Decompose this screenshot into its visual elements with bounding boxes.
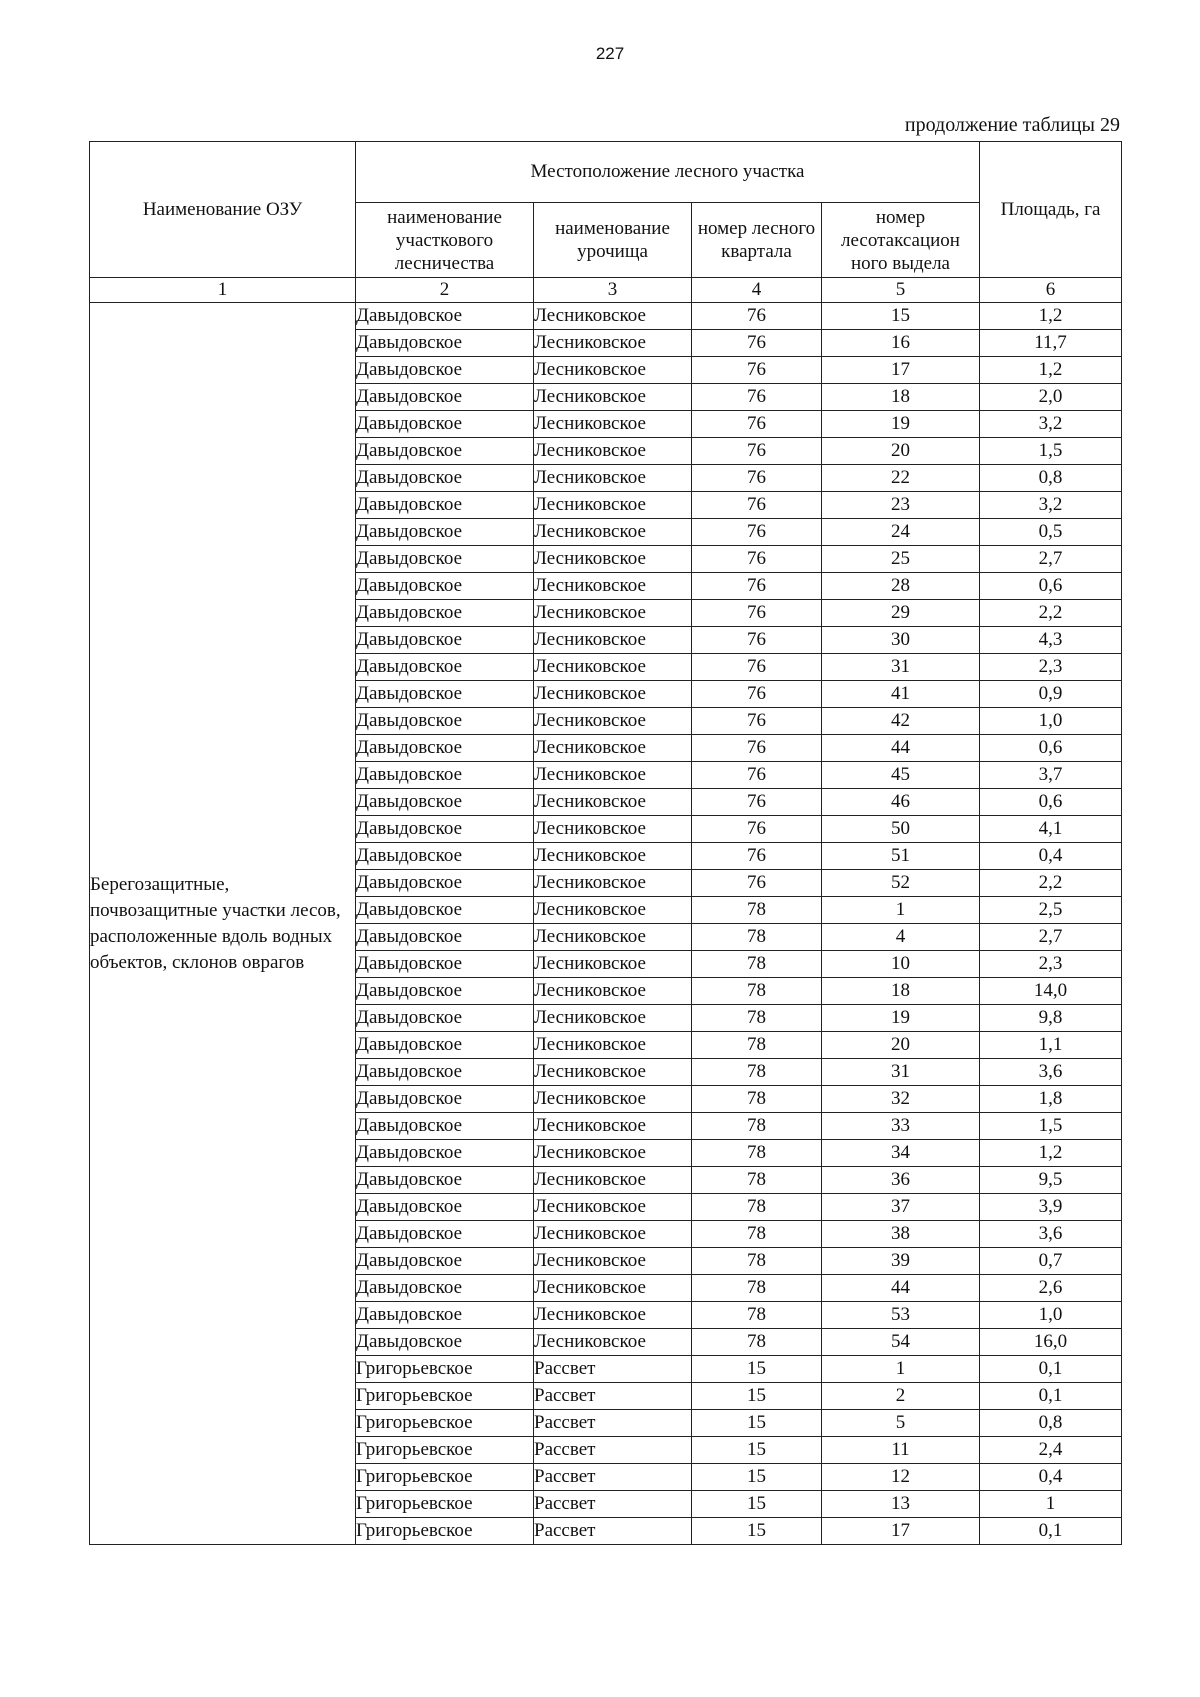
forestry-cell: Давыдовское <box>356 438 534 465</box>
quarter-cell: 76 <box>692 789 822 816</box>
quarter-cell: 78 <box>692 1248 822 1275</box>
subcompartment-cell: 32 <box>822 1086 980 1113</box>
area-cell: 0,6 <box>980 789 1122 816</box>
quarter-cell: 15 <box>692 1518 822 1545</box>
quarter-cell: 76 <box>692 627 822 654</box>
forestry-cell: Давыдовское <box>356 924 534 951</box>
subcompartment-cell: 1 <box>822 1356 980 1383</box>
forestry-cell: Давыдовское <box>356 1194 534 1221</box>
subcompartment-cell: 44 <box>822 1275 980 1302</box>
forestry-cell: Давыдовское <box>356 735 534 762</box>
subcompartment-cell: 18 <box>822 384 980 411</box>
table-body <box>90 303 1122 1545</box>
subcompartment-cell: 50 <box>822 816 980 843</box>
subcompartment-cell: 22 <box>822 465 980 492</box>
subcompartment-cell: 19 <box>822 1005 980 1032</box>
area-cell: 0,1 <box>980 1356 1122 1383</box>
quarter-cell: 78 <box>692 951 822 978</box>
forestry-cell: Давыдовское <box>356 654 534 681</box>
column-number: 2 <box>356 278 534 303</box>
tract-cell: Лесниковское <box>534 573 692 600</box>
forestry-cell: Давыдовское <box>356 951 534 978</box>
subcompartment-cell: 24 <box>822 519 980 546</box>
tract-cell: Рассвет <box>534 1410 692 1437</box>
quarter-cell: 76 <box>692 735 822 762</box>
forestry-cell: Давыдовское <box>356 330 534 357</box>
quarter-cell: 76 <box>692 438 822 465</box>
area-cell: 4,1 <box>980 816 1122 843</box>
forestry-cell: Давыдовское <box>356 681 534 708</box>
tract-cell: Лесниковское <box>534 1032 692 1059</box>
area-cell: 1,0 <box>980 1302 1122 1329</box>
area-cell: 3,9 <box>980 1194 1122 1221</box>
tract-cell: Лесниковское <box>534 1329 692 1356</box>
forestry-cell: Давыдовское <box>356 1248 534 1275</box>
forestry-cell: Давыдовское <box>356 573 534 600</box>
subcompartment-cell: 5 <box>822 1410 980 1437</box>
area-cell: 1,8 <box>980 1086 1122 1113</box>
quarter-cell: 76 <box>692 519 822 546</box>
subcompartment-cell: 34 <box>822 1140 980 1167</box>
forestry-cell: Давыдовское <box>356 303 534 330</box>
forestry-cell: Григорьевское <box>356 1464 534 1491</box>
quarter-cell: 78 <box>692 1140 822 1167</box>
subcompartment-cell: 54 <box>822 1329 980 1356</box>
quarter-cell: 76 <box>692 492 822 519</box>
area-cell: 14,0 <box>980 978 1122 1005</box>
area-cell: 2,3 <box>980 951 1122 978</box>
tract-cell: Лесниковское <box>534 330 692 357</box>
quarter-cell: 15 <box>692 1383 822 1410</box>
tract-cell: Лесниковское <box>534 1221 692 1248</box>
area-cell: 0,6 <box>980 735 1122 762</box>
tract-cell: Лесниковское <box>534 1275 692 1302</box>
area-cell: 1,5 <box>980 438 1122 465</box>
tract-cell: Лесниковское <box>534 465 692 492</box>
forestry-cell: Давыдовское <box>356 1329 534 1356</box>
quarter-cell: 15 <box>692 1356 822 1383</box>
table-row <box>90 303 1122 330</box>
quarter-cell: 78 <box>692 1005 822 1032</box>
quarter-cell: 76 <box>692 330 822 357</box>
quarter-cell: 76 <box>692 708 822 735</box>
area-cell: 11,7 <box>980 330 1122 357</box>
forestry-cell: Григорьевское <box>356 1518 534 1545</box>
header-subcompartment: номер лесотаксацион ного выдела <box>822 203 980 278</box>
subcompartment-cell: 31 <box>822 654 980 681</box>
area-cell: 2,2 <box>980 600 1122 627</box>
area-cell: 2,6 <box>980 1275 1122 1302</box>
forestry-cell: Давыдовское <box>356 1167 534 1194</box>
forestry-cell: Давыдовское <box>356 1059 534 1086</box>
subcompartment-cell: 25 <box>822 546 980 573</box>
header-location-group: Местоположение лесного участка <box>356 142 980 203</box>
forestry-cell: Давыдовское <box>356 1032 534 1059</box>
column-number: 4 <box>692 278 822 303</box>
forestry-cell: Давыдовское <box>356 492 534 519</box>
forestry-cell: Давыдовское <box>356 816 534 843</box>
subcompartment-cell: 17 <box>822 1518 980 1545</box>
subcompartment-cell: 28 <box>822 573 980 600</box>
subcompartment-cell: 4 <box>822 924 980 951</box>
subcompartment-cell: 16 <box>822 330 980 357</box>
quarter-cell: 76 <box>692 654 822 681</box>
forestry-cell: Давыдовское <box>356 1221 534 1248</box>
column-number: 1 <box>90 278 356 303</box>
forestry-cell: Давыдовское <box>356 1140 534 1167</box>
forestry-cell: Давыдовское <box>356 627 534 654</box>
tract-cell: Лесниковское <box>534 735 692 762</box>
subcompartment-cell: 45 <box>822 762 980 789</box>
tract-cell: Лесниковское <box>534 816 692 843</box>
tract-cell: Лесниковское <box>534 411 692 438</box>
forestry-cell: Давыдовское <box>356 870 534 897</box>
column-number: 5 <box>822 278 980 303</box>
forestry-cell: Григорьевское <box>356 1437 534 1464</box>
area-cell: 1,2 <box>980 1140 1122 1167</box>
area-cell: 2,4 <box>980 1437 1122 1464</box>
quarter-cell: 78 <box>692 1167 822 1194</box>
area-cell: 0,8 <box>980 465 1122 492</box>
tract-cell: Лесниковское <box>534 897 692 924</box>
quarter-cell: 78 <box>692 1194 822 1221</box>
tract-cell: Лесниковское <box>534 600 692 627</box>
tract-cell: Лесниковское <box>534 546 692 573</box>
tract-cell: Лесниковское <box>534 357 692 384</box>
tract-cell: Лесниковское <box>534 384 692 411</box>
forestry-cell: Давыдовское <box>356 600 534 627</box>
area-cell: 2,5 <box>980 897 1122 924</box>
tract-cell: Лесниковское <box>534 1005 692 1032</box>
subcompartment-cell: 11 <box>822 1437 980 1464</box>
tract-cell: Лесниковское <box>534 1086 692 1113</box>
table-continuation-caption: продолжение таблицы 29 <box>904 114 1120 136</box>
tract-cell: Рассвет <box>534 1437 692 1464</box>
quarter-cell: 78 <box>692 1275 822 1302</box>
tract-cell: Рассвет <box>534 1491 692 1518</box>
quarter-cell: 15 <box>692 1491 822 1518</box>
tract-cell: Лесниковское <box>534 1167 692 1194</box>
ozu-name-cell: Берегозащитные, почвозащитные участки лесов, расположенные вдоль водных объектов, склонов оврагов <box>90 303 356 1545</box>
tract-cell: Лесниковское <box>534 492 692 519</box>
area-cell: 0,9 <box>980 681 1122 708</box>
subcompartment-cell: 20 <box>822 1032 980 1059</box>
area-cell: 16,0 <box>980 1329 1122 1356</box>
area-cell: 3,2 <box>980 492 1122 519</box>
header-ozu: Наименование ОЗУ <box>90 142 356 278</box>
quarter-cell: 76 <box>692 573 822 600</box>
page-number: 227 <box>595 44 625 63</box>
area-cell: 1,5 <box>980 1113 1122 1140</box>
quarter-cell: 76 <box>692 357 822 384</box>
subcompartment-cell: 37 <box>822 1194 980 1221</box>
tract-cell: Рассвет <box>534 1383 692 1410</box>
forestry-cell: Григорьевское <box>356 1356 534 1383</box>
subcompartment-cell: 18 <box>822 978 980 1005</box>
area-cell: 0,4 <box>980 843 1122 870</box>
quarter-cell: 78 <box>692 1302 822 1329</box>
quarter-cell: 76 <box>692 303 822 330</box>
subcompartment-cell: 30 <box>822 627 980 654</box>
area-cell: 1,1 <box>980 1032 1122 1059</box>
quarter-cell: 76 <box>692 546 822 573</box>
header-forestry: наименование участкового лесничества <box>356 203 534 278</box>
tract-cell: Лесниковское <box>534 519 692 546</box>
forestry-cell: Давыдовское <box>356 1302 534 1329</box>
tract-cell: Рассвет <box>534 1518 692 1545</box>
forestry-cell: Давыдовское <box>356 708 534 735</box>
subcompartment-cell: 19 <box>822 411 980 438</box>
tract-cell: Лесниковское <box>534 681 692 708</box>
tract-cell: Лесниковское <box>534 627 692 654</box>
forestry-cell: Давыдовское <box>356 1005 534 1032</box>
subcompartment-cell: 53 <box>822 1302 980 1329</box>
subcompartment-cell: 39 <box>822 1248 980 1275</box>
subcompartment-cell: 44 <box>822 735 980 762</box>
area-cell: 0,5 <box>980 519 1122 546</box>
area-cell: 2,7 <box>980 924 1122 951</box>
area-cell: 2,7 <box>980 546 1122 573</box>
area-cell: 1,2 <box>980 303 1122 330</box>
area-cell: 9,5 <box>980 1167 1122 1194</box>
forest-plots-table <box>89 141 1122 1545</box>
tract-cell: Лесниковское <box>534 1194 692 1221</box>
quarter-cell: 78 <box>692 924 822 951</box>
forestry-cell: Давыдовское <box>356 384 534 411</box>
area-cell: 2,3 <box>980 654 1122 681</box>
quarter-cell: 76 <box>692 870 822 897</box>
tract-cell: Лесниковское <box>534 708 692 735</box>
forestry-cell: Давыдовское <box>356 1113 534 1140</box>
forestry-cell: Давыдовское <box>356 843 534 870</box>
tract-cell: Лесниковское <box>534 870 692 897</box>
tract-cell: Лесниковское <box>534 654 692 681</box>
subcompartment-cell: 29 <box>822 600 980 627</box>
tract-cell: Рассвет <box>534 1356 692 1383</box>
forestry-cell: Григорьевское <box>356 1383 534 1410</box>
area-cell: 2,2 <box>980 870 1122 897</box>
area-cell: 2,0 <box>980 384 1122 411</box>
tract-cell: Лесниковское <box>534 924 692 951</box>
forestry-cell: Давыдовское <box>356 546 534 573</box>
forestry-cell: Давыдовское <box>356 762 534 789</box>
tract-cell: Лесниковское <box>534 843 692 870</box>
area-cell: 3,2 <box>980 411 1122 438</box>
quarter-cell: 78 <box>692 1221 822 1248</box>
forestry-cell: Давыдовское <box>356 789 534 816</box>
quarter-cell: 78 <box>692 1113 822 1140</box>
header-tract: наименование урочища <box>534 203 692 278</box>
subcompartment-cell: 51 <box>822 843 980 870</box>
tract-cell: Рассвет <box>534 1464 692 1491</box>
area-cell: 3,7 <box>980 762 1122 789</box>
subcompartment-cell: 38 <box>822 1221 980 1248</box>
header-area: Площадь, га <box>980 142 1122 278</box>
quarter-cell: 76 <box>692 762 822 789</box>
tract-cell: Лесниковское <box>534 1059 692 1086</box>
subcompartment-cell: 15 <box>822 303 980 330</box>
tract-cell: Лесниковское <box>534 303 692 330</box>
tract-cell: Лесниковское <box>534 438 692 465</box>
column-number: 3 <box>534 278 692 303</box>
subcompartment-cell: 52 <box>822 870 980 897</box>
forestry-cell: Давыдовское <box>356 519 534 546</box>
quarter-cell: 76 <box>692 384 822 411</box>
quarter-cell: 76 <box>692 600 822 627</box>
subcompartment-cell: 1 <box>822 897 980 924</box>
tract-cell: Лесниковское <box>534 789 692 816</box>
tract-cell: Лесниковское <box>534 1140 692 1167</box>
tract-cell: Лесниковское <box>534 1113 692 1140</box>
quarter-cell: 15 <box>692 1437 822 1464</box>
quarter-cell: 15 <box>692 1464 822 1491</box>
tract-cell: Лесниковское <box>534 951 692 978</box>
area-cell: 1,2 <box>980 357 1122 384</box>
area-cell: 1,0 <box>980 708 1122 735</box>
forestry-cell: Давыдовское <box>356 357 534 384</box>
subcompartment-cell: 23 <box>822 492 980 519</box>
area-cell: 9,8 <box>980 1005 1122 1032</box>
quarter-cell: 78 <box>692 897 822 924</box>
forestry-cell: Давыдовское <box>356 978 534 1005</box>
area-cell: 0,7 <box>980 1248 1122 1275</box>
tract-cell: Лесниковское <box>534 762 692 789</box>
quarter-cell: 78 <box>692 1032 822 1059</box>
quarter-cell: 76 <box>692 681 822 708</box>
area-cell: 0,6 <box>980 573 1122 600</box>
subcompartment-cell: 36 <box>822 1167 980 1194</box>
area-cell: 0,4 <box>980 1464 1122 1491</box>
subcompartment-cell: 31 <box>822 1059 980 1086</box>
forestry-cell: Григорьевское <box>356 1491 534 1518</box>
area-cell: 1 <box>980 1491 1122 1518</box>
subcompartment-cell: 33 <box>822 1113 980 1140</box>
quarter-cell: 78 <box>692 1329 822 1356</box>
tract-cell: Лесниковское <box>534 1248 692 1275</box>
quarter-cell: 78 <box>692 1086 822 1113</box>
column-number: 6 <box>980 278 1122 303</box>
subcompartment-cell: 41 <box>822 681 980 708</box>
area-cell: 3,6 <box>980 1059 1122 1086</box>
quarter-cell: 78 <box>692 1059 822 1086</box>
quarter-cell: 76 <box>692 465 822 492</box>
subcompartment-cell: 2 <box>822 1383 980 1410</box>
area-cell: 0,1 <box>980 1383 1122 1410</box>
tract-cell: Лесниковское <box>534 978 692 1005</box>
area-cell: 0,1 <box>980 1518 1122 1545</box>
subcompartment-cell: 17 <box>822 357 980 384</box>
tract-cell: Лесниковское <box>534 1302 692 1329</box>
forestry-cell: Давыдовское <box>356 411 534 438</box>
subcompartment-cell: 20 <box>822 438 980 465</box>
quarter-cell: 15 <box>692 1410 822 1437</box>
subcompartment-cell: 46 <box>822 789 980 816</box>
forestry-cell: Давыдовское <box>356 1086 534 1113</box>
area-cell: 4,3 <box>980 627 1122 654</box>
subcompartment-cell: 10 <box>822 951 980 978</box>
quarter-cell: 76 <box>692 411 822 438</box>
subcompartment-cell: 13 <box>822 1491 980 1518</box>
forestry-cell: Давыдовское <box>356 1275 534 1302</box>
forestry-cell: Григорьевское <box>356 1410 534 1437</box>
area-cell: 3,6 <box>980 1221 1122 1248</box>
quarter-cell: 78 <box>692 978 822 1005</box>
area-cell: 0,8 <box>980 1410 1122 1437</box>
subcompartment-cell: 12 <box>822 1464 980 1491</box>
header-quarter: номер лесного квартала <box>692 203 822 278</box>
forestry-cell: Давыдовское <box>356 465 534 492</box>
forestry-cell: Давыдовское <box>356 897 534 924</box>
subcompartment-cell: 42 <box>822 708 980 735</box>
quarter-cell: 76 <box>692 816 822 843</box>
quarter-cell: 76 <box>692 843 822 870</box>
